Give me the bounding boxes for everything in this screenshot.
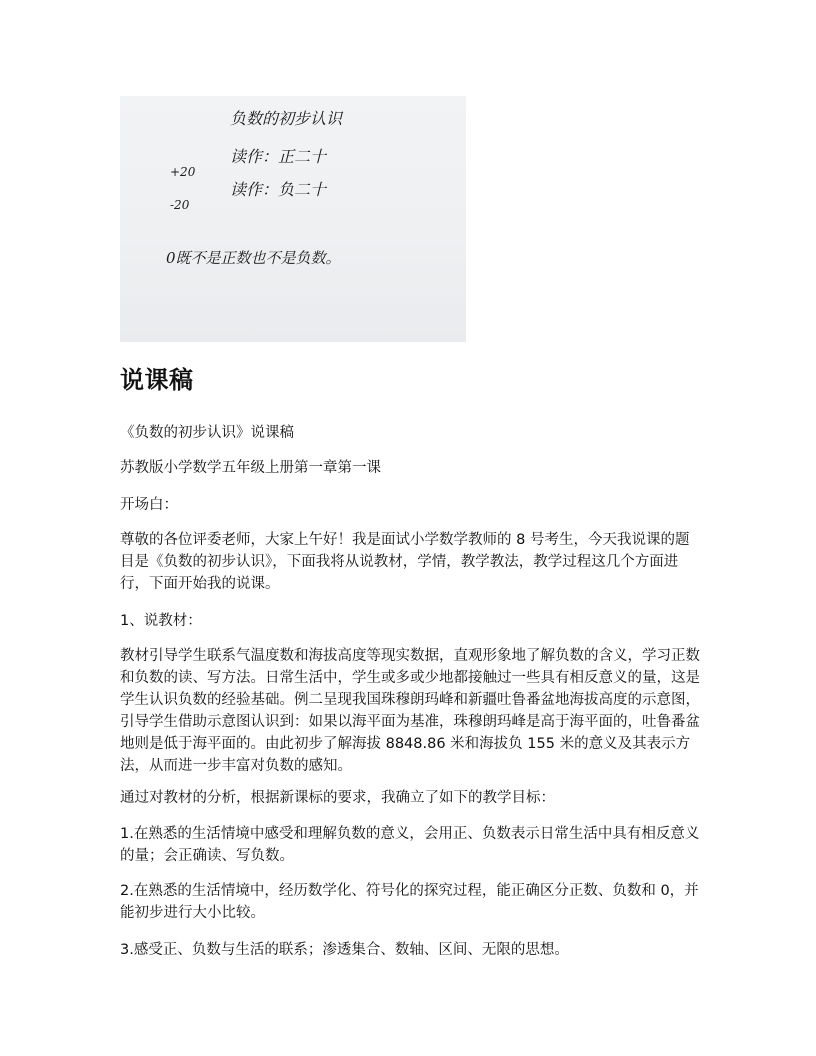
handwritten-note-photo xyxy=(120,96,466,342)
paragraph-objective-1: 1.在熟悉的生活情境中感受和理解负数的意义，会用正、负数表示日常生活中具有相反意义的量；会正确读、写负数。 xyxy=(120,826,700,864)
note-title: 负数的初步认识 xyxy=(230,109,343,128)
paragraph-textbook-info: 苏教版小学数学五年级上册第一章第一课 xyxy=(120,460,381,476)
note-zero-statement: 0既不是正数也不是负数。 xyxy=(166,249,341,267)
note-number-positive: +20 xyxy=(170,165,196,179)
paragraph-opening-speech: 尊敬的各位评委老师，大家上午好！我是面试小学数学教师的 8 号考生，今天我说课的题目是《负数的初步认识》，下面我将从说教材，学情，教学教法，教学过程这几个方面进行，下面开始我的说课。 xyxy=(120,532,690,592)
page-heading: 说课稿 xyxy=(120,366,194,394)
note-reading-positive: 读作：正二十 xyxy=(230,147,327,166)
paragraph-lesson-title: 《负数的初步认识》说课稿 xyxy=(120,425,294,441)
paragraph-objective-2: 2.在熟悉的生活情境中，经历数学化、符号化的探究过程，能正确区分正数、负数和 0，并能初步进行大小比较。 xyxy=(120,883,699,921)
paragraph-objective-3: 3.感受正、负数与生活的联系；渗透集合、数轴、区间、无限的思想。 xyxy=(120,942,569,958)
paragraph-opening-label: 开场白： xyxy=(120,497,178,513)
note-reading-negative: 读作：负二十 xyxy=(230,180,327,199)
note-number-negative: -20 xyxy=(170,198,190,212)
paragraph-textbook-analysis: 教材引导学生联系气温度数和海拔高度等现实数据，直观形象地了解负数的含义，学习正数和负数的读、写方法。日常生活中，学生或多或少地都接触过一些具有相反意义的量，这是学生认识负数的经验基础。例二呈现我国珠穆朗玛峰和新疆吐鲁番盆地海拔高度的示意图，引导学生借助示意图认识到：如果以海平面为基准，珠穆朗玛峰是高于海平面的，吐鲁番盆地则是低于海平面的。由此初步了解海拔 8848.86 米和海拔负 155 米的意义及其表示方法，从而进一步丰富对负数的感知。 xyxy=(120,648,700,774)
paragraph-section-textbook: 1、说教材： xyxy=(120,613,202,629)
handwritten-note-drawing xyxy=(120,96,466,342)
paragraph-objectives-intro: 通过对教材的分析，根据新课标的要求，我确立了如下的教学目标： xyxy=(120,790,555,806)
